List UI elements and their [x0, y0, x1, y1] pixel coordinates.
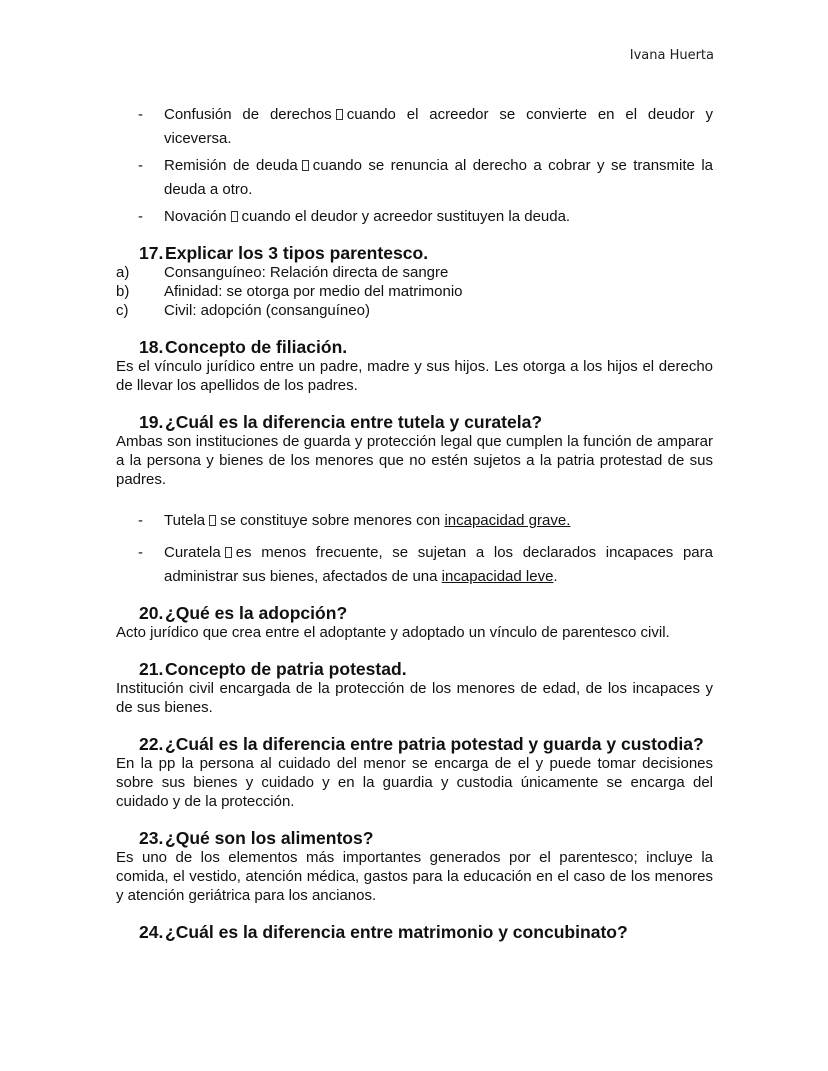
dash-bullet: - [138, 157, 143, 174]
list-item: a) Consanguíneo: Relación directa de sangre [116, 264, 449, 281]
list-item: - Novación cuando el deudor y acreedor sustituyen la deuda. [116, 205, 713, 229]
list-item: c) Civil: adopción (consanguíneo) [116, 302, 370, 319]
arrow-glyph-icon [231, 211, 238, 222]
question-heading: 17.Explicar los 3 tipos parentesco. [139, 243, 429, 263]
dash-bullet: - [138, 512, 143, 529]
answer-paragraph: En la pp la persona al cuidado del menor se encarga de el y puede tomar decisiones sobre sus bienes y cuidado y en la guardia y custodia únicamente se encarga del cuidado y de la protección. [116, 755, 713, 810]
dash-bullet: - [138, 208, 143, 225]
arrow-glyph-icon [302, 160, 309, 171]
question-heading: 20.¿Qué es la adopción? [139, 603, 348, 623]
list-item: - Confusión de derechos cuando el acreedor se convierte en el deudor y viceversa. [116, 103, 713, 151]
list-item: b) Afinidad: se otorga por medio del matrimonio [116, 283, 463, 300]
answer-paragraph: Es uno de los elementos más importantes generados por el parentesco; incluye la comida, el vestido, atención médica, gastos para la educación en el caso de los menores y atención geriátrica para los ancianos. [116, 849, 713, 904]
answer-paragraph: Es el vínculo jurídico entre un padre, madre y sus hijos. Les otorga a los hijos el derecho de llevar los apellidos de los padres. [116, 358, 713, 394]
question-heading: 22.¿Cuál es la diferencia entre patria potestad y guarda y custodia? [139, 734, 704, 754]
tutela-curatela-list [116, 509, 713, 589]
page-header-author: Ivana Huerta [629, 48, 714, 63]
arrow-glyph-icon [209, 515, 216, 526]
document-page [116, 103, 713, 942]
question-heading: 24.¿Cuál es la diferencia entre matrimonio y concubinato? [139, 922, 628, 942]
list-item: - Remisión de deuda cuando se renuncia al derecho a cobrar y se transmite la deuda a otro. [116, 154, 713, 202]
arrow-glyph-icon [225, 547, 232, 558]
answer-paragraph: Acto jurídico que crea entre el adoptante y adoptado un vínculo de parentesco civil. [116, 624, 670, 641]
dash-bullet: - [138, 544, 143, 561]
list-item: - Curatela es menos frecuente, se sujetan a los declarados incapaces para administrar sus bienes, afectados de una incapacidad leve. [116, 541, 713, 589]
dash-bullet: - [138, 106, 143, 123]
question-heading: 18.Concepto de filiación. [139, 337, 348, 357]
question-heading: 21.Concepto de patria potestad. [139, 659, 407, 679]
question-heading: 19.¿Cuál es la diferencia entre tutela y curatela? [139, 412, 543, 432]
answer-paragraph: Ambas son instituciones de guarda y protección legal que cumplen la función de amparar a la persona y bienes de los menores que no estén sujetos a la patria protestad de sus padres. [116, 433, 713, 488]
arrow-glyph-icon [336, 109, 343, 120]
answer-paragraph: Institución civil encargada de la protección de los menores de edad, de los incapaces y de sus bienes. [116, 680, 713, 716]
list-item: - Tutela se constituye sobre menores con incapacidad grave. [116, 509, 713, 533]
question-heading: 23.¿Qué son los alimentos? [139, 828, 374, 848]
extinction-modes-list [116, 103, 713, 229]
kinship-types-list [116, 263, 713, 320]
